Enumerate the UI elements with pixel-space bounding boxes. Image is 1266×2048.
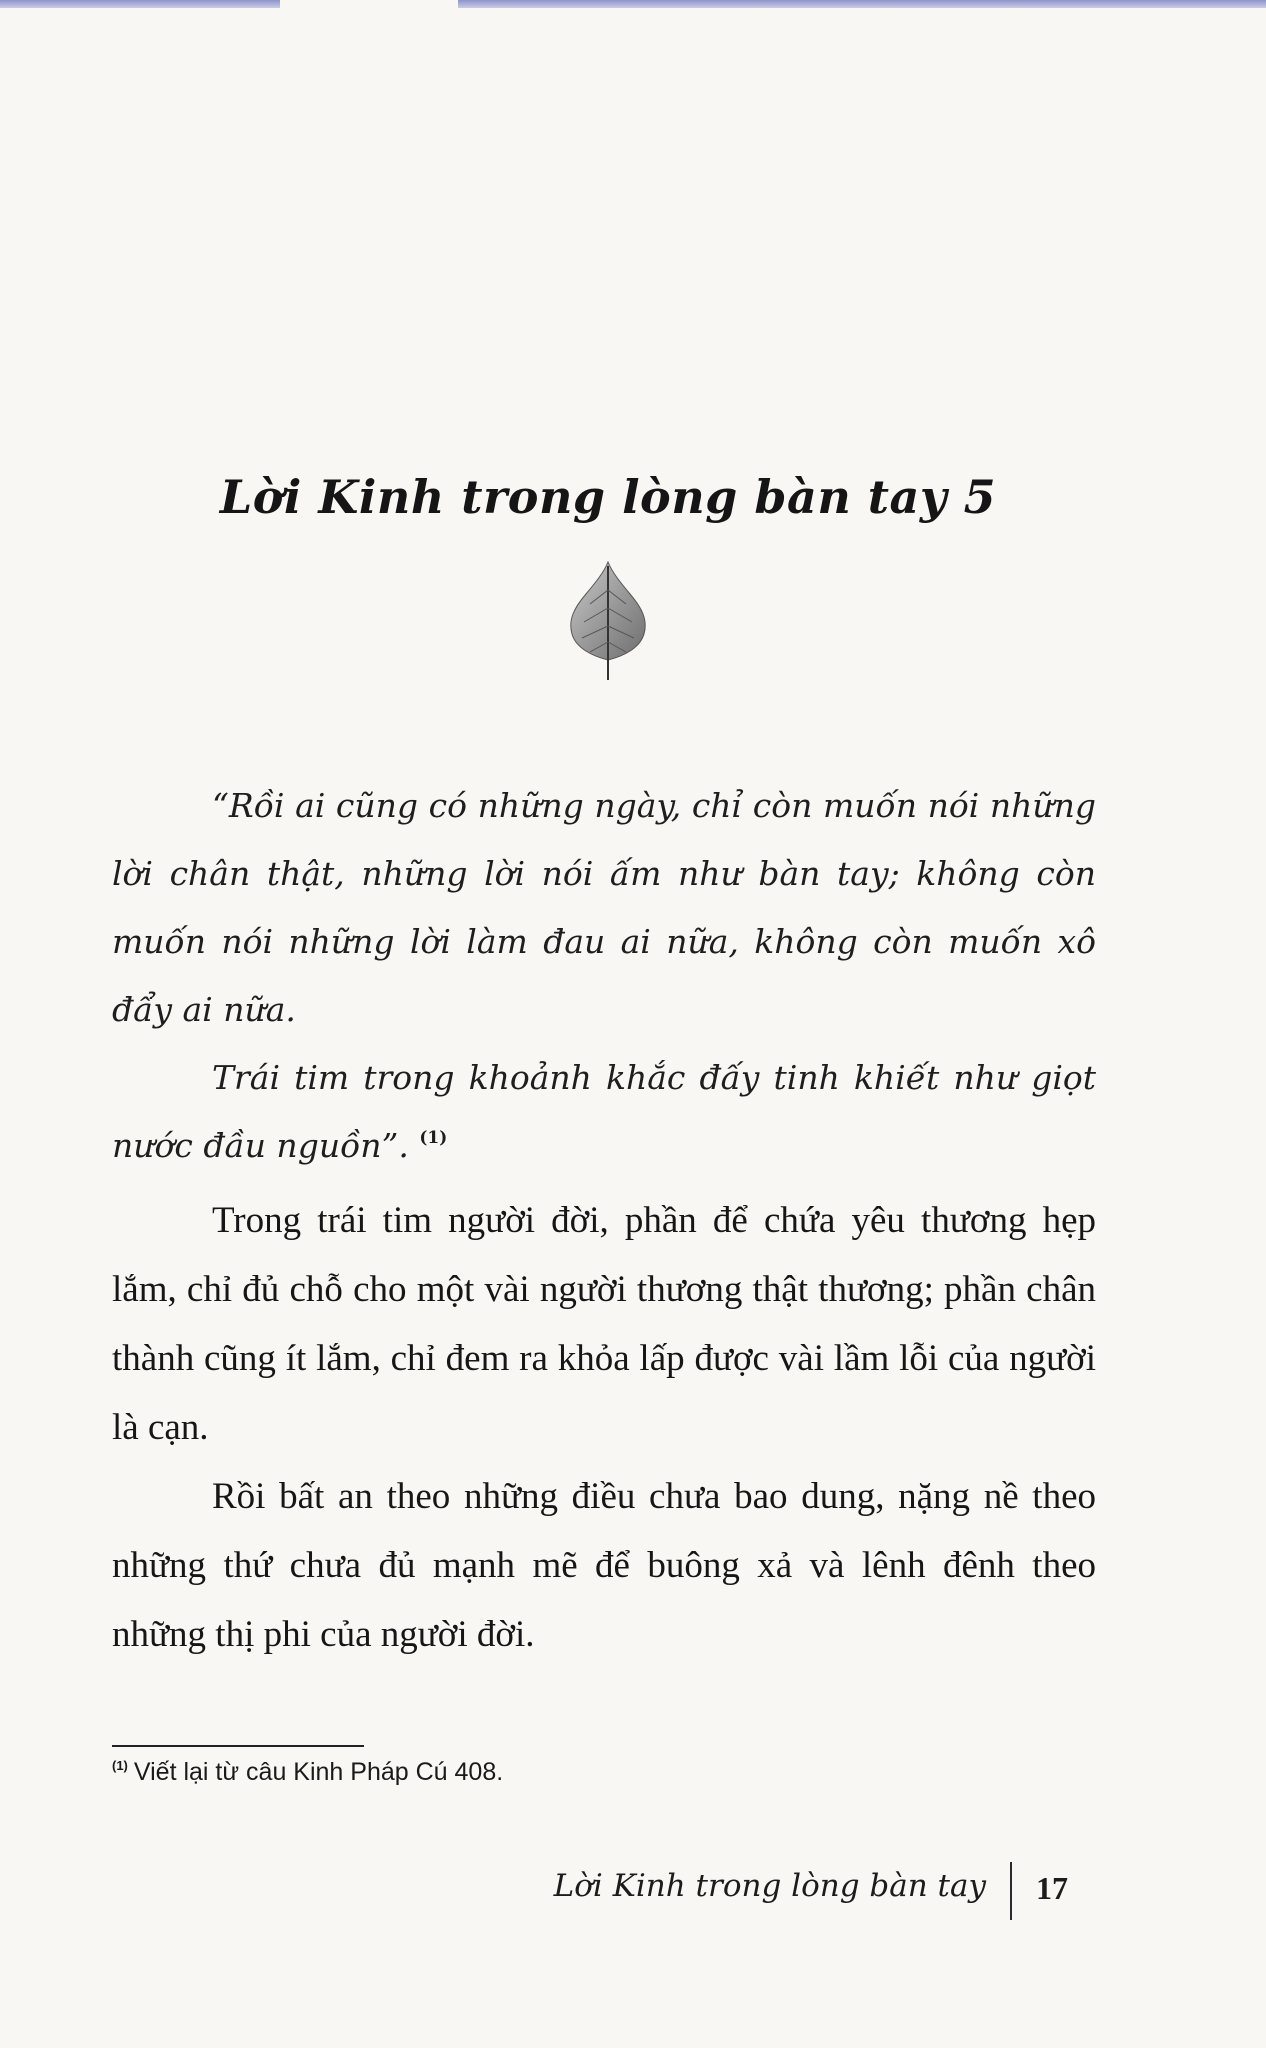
header-divider xyxy=(1010,1862,1012,1920)
page-number: 17 xyxy=(1036,1870,1068,1906)
chapter-title: Lời Kinh trong lòng bàn tay 5 xyxy=(219,470,997,524)
body-text xyxy=(112,1186,1096,1669)
footnote-text: Viết lại từ câu Kinh Pháp Cú 408. xyxy=(133,1758,504,1786)
running-header: Lời Kinh trong lòng bàn tay xyxy=(553,1868,986,1904)
footnote-divider xyxy=(112,1745,364,1747)
footnote-reference[interactable]: (1) xyxy=(419,1128,448,1148)
quote-paragraph: Trái tim trong khoảnh khắc đấy tinh khiết như giọt nước đầu nguồn”. $^{(1)}$ xyxy=(112,1058,1096,1165)
epigraph-quote xyxy=(112,772,1096,1180)
scan-edge-left xyxy=(0,0,280,8)
footnote xyxy=(112,1758,503,1787)
quote-paragraph: “Rồi ai cũng có những ngày, chỉ còn muốn nói những lời chân thật, những lời nói ấm như bàn tay; không còn muốn nói những lời làm đau ai nữa, không còn muốn xô đẩy ai nữa. xyxy=(112,786,1096,1029)
bodhi-leaf-icon xyxy=(566,560,650,682)
scan-edge-right xyxy=(458,0,1266,8)
body-paragraph: Trong trái tim người đời, phần để chứa yêu thương hẹp lắm, chỉ đủ chỗ cho một vài người thương thật thương; phần chân thành cũng ít lắm, chỉ đem ra khỏa lấp được vài lầm lỗi của người là cạn. xyxy=(112,1200,1096,1448)
footnote-marker: (1) xyxy=(112,1758,128,1773)
body-paragraph: Rồi bất an theo những điều chưa bao dung, nặng nề theo những thứ chưa đủ mạnh mẽ để buông xả và lênh đênh theo những thị phi của người đời. xyxy=(112,1476,1096,1655)
